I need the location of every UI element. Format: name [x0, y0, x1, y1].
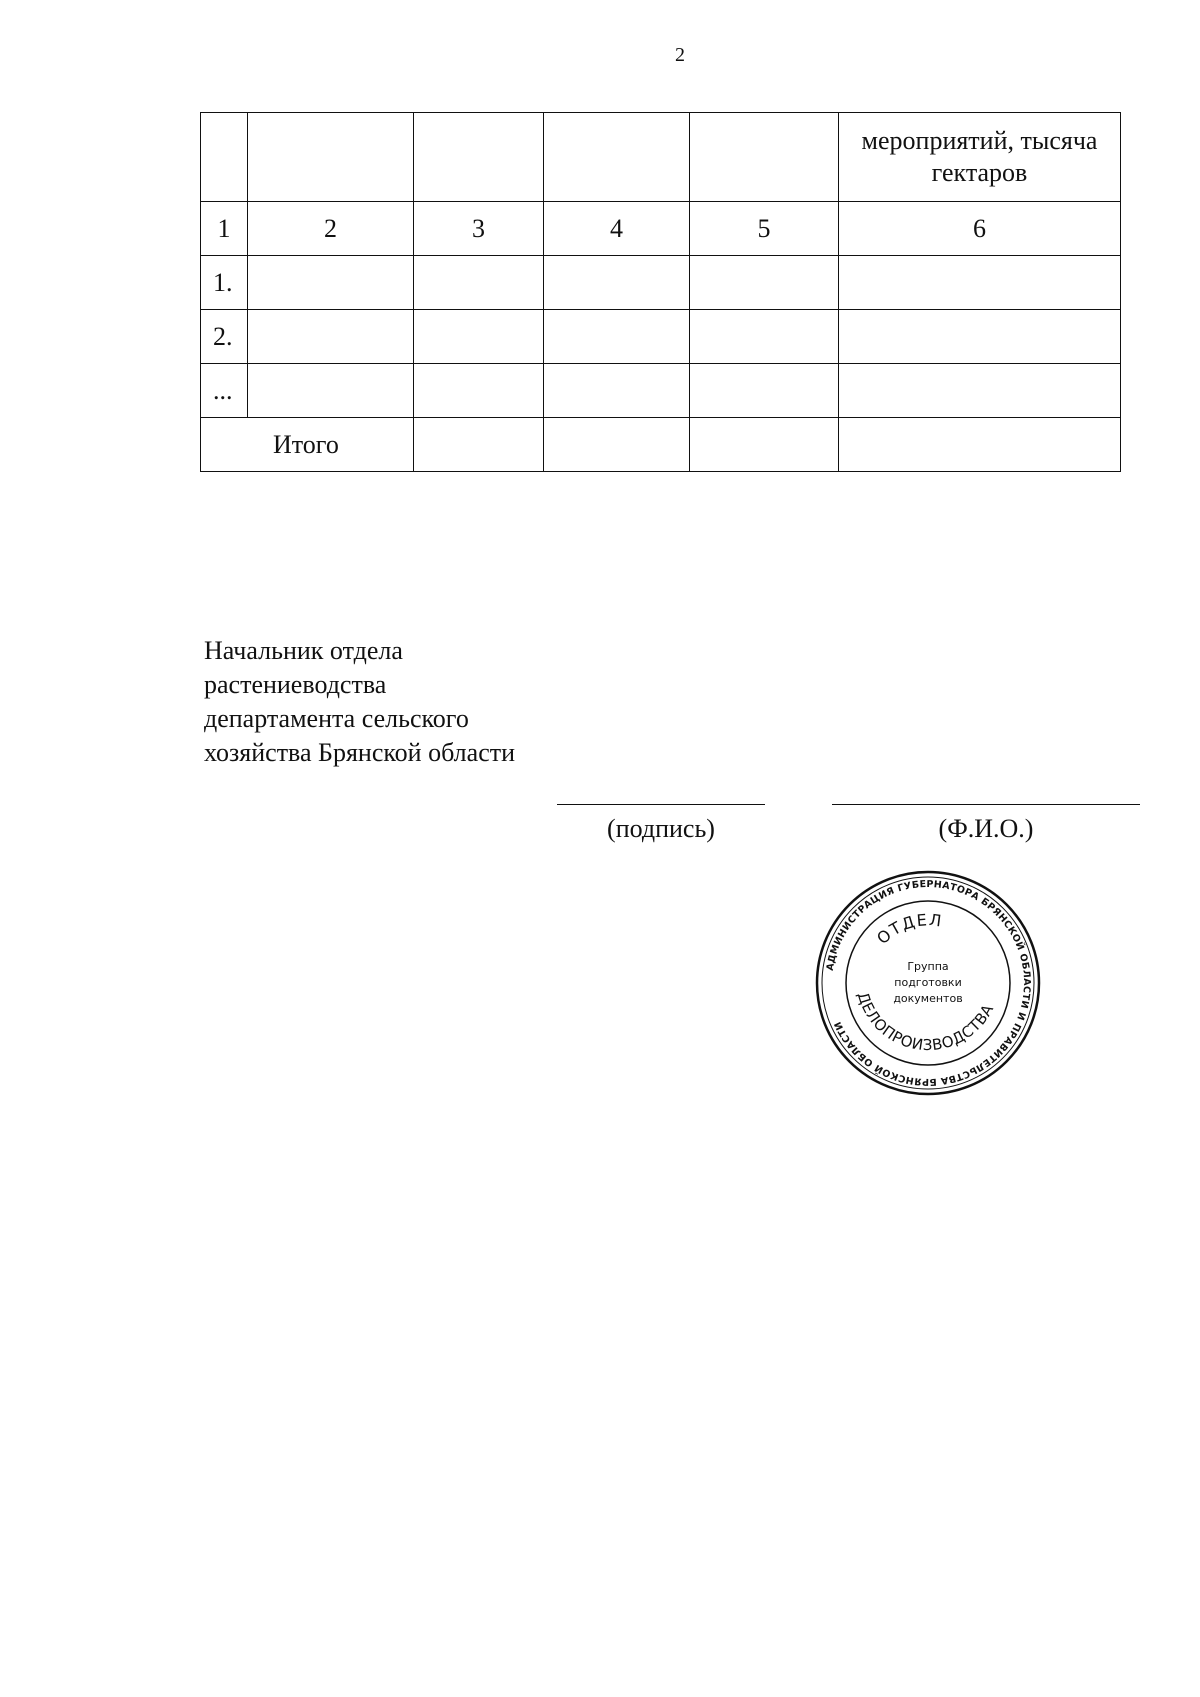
- row-number: 1.: [201, 256, 248, 310]
- row-number: ...: [201, 364, 248, 418]
- signatory-line: департамента сельского: [204, 704, 469, 733]
- signatory-position: [204, 634, 515, 770]
- table-cell: [690, 256, 839, 310]
- table-cell: [690, 364, 839, 418]
- table-cell: [248, 256, 414, 310]
- column-header-line-2: гектаров: [931, 158, 1028, 187]
- name-line: [832, 804, 1140, 805]
- signatory-line: растениеводства: [204, 670, 387, 699]
- table-header-row: [201, 113, 1121, 202]
- table-cell: [248, 310, 414, 364]
- total-row: [201, 418, 1121, 472]
- column-number: 6: [839, 202, 1121, 256]
- row-number: 2.: [201, 310, 248, 364]
- page-number: 2: [675, 44, 685, 66]
- official-stamp: [815, 870, 1041, 1096]
- signature-caption: (подпись): [607, 814, 715, 843]
- column-number: 3: [414, 202, 544, 256]
- table-cell: [839, 256, 1121, 310]
- table-cell: [690, 113, 839, 202]
- table-row: [201, 310, 1121, 364]
- total-label: Итого: [201, 418, 414, 472]
- table-cell: [544, 113, 690, 202]
- table-cell: [839, 364, 1121, 418]
- table-row: [201, 364, 1121, 418]
- table-cell: [248, 364, 414, 418]
- table-cell: [839, 310, 1121, 364]
- table-cell: [414, 256, 544, 310]
- column-number: 4: [544, 202, 690, 256]
- column-number-row: [201, 202, 1121, 256]
- table-cell: [690, 310, 839, 364]
- stamp-outer-text: АДМИНИСТРАЦИЯ ГУБЕРНАТОРА БРЯНСКОЙ ОБЛАСТИ И ПРАВИТЕЛЬСТВА БРЯНСКОЙ ОБЛАСТИ: [824, 878, 1033, 1088]
- column-header-area: [839, 113, 1121, 202]
- name-caption: (Ф.И.О.): [938, 814, 1034, 843]
- table-cell: [544, 256, 690, 310]
- table-cell: [201, 113, 248, 202]
- stamp-center-line: документов: [893, 992, 963, 1005]
- table-cell: [248, 113, 414, 202]
- signatory-line: хозяйства Брянской области: [204, 738, 516, 767]
- signatory-line: Начальник отдела: [204, 636, 403, 665]
- stamp-center-line: Группа: [907, 960, 949, 973]
- stamp-lower-word: ДЕЛОПРОИЗВОДСТВА: [853, 989, 998, 1055]
- table-cell: [690, 418, 839, 472]
- stamp-center-line: подготовки: [894, 976, 962, 989]
- table-cell: [839, 418, 1121, 472]
- table-cell: [544, 364, 690, 418]
- table-cell: [414, 310, 544, 364]
- table-row: [201, 256, 1121, 310]
- table-cell: [414, 418, 544, 472]
- table-cell: [414, 113, 544, 202]
- table-cell: [414, 364, 544, 418]
- column-number: 5: [690, 202, 839, 256]
- stamp-upper-word: ОТДЕЛ: [873, 910, 944, 948]
- signature-line: [557, 804, 765, 805]
- column-number: 1: [201, 202, 248, 256]
- table-cell: [544, 418, 690, 472]
- column-number: 2: [248, 202, 414, 256]
- table-cell: [544, 310, 690, 364]
- column-header-line-1: мероприятий, тысяча: [861, 126, 1098, 155]
- data-table: [200, 112, 1121, 472]
